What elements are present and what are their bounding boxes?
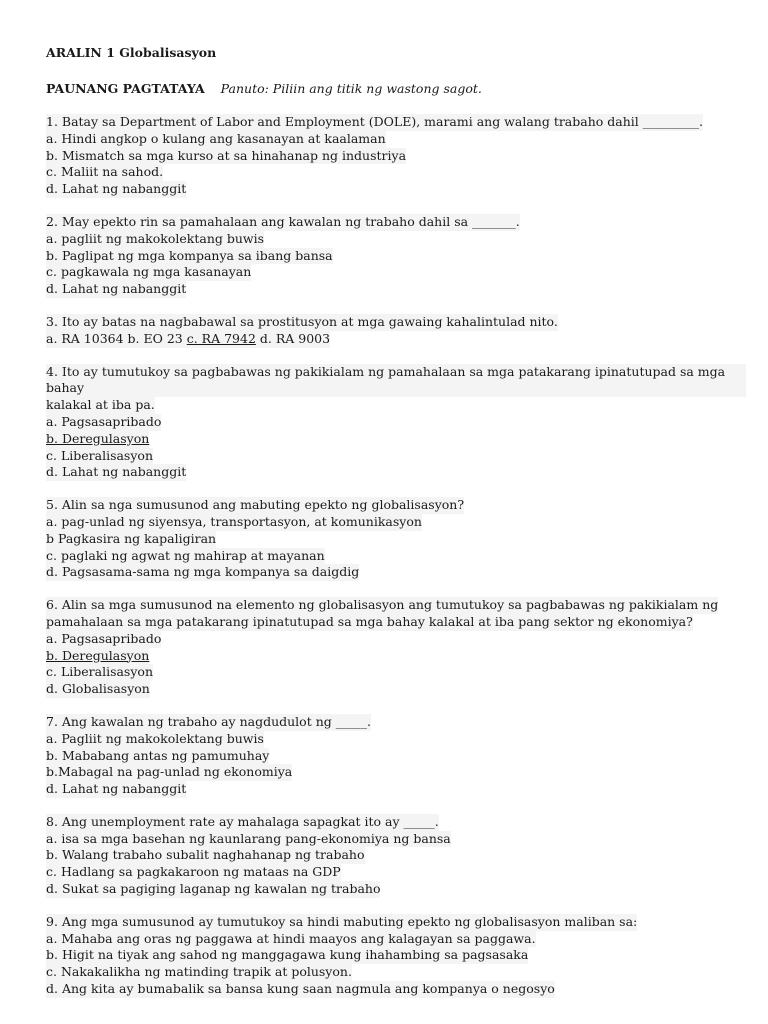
choice-b-underlined: b. Deregulasyon xyxy=(46,647,150,663)
choice-a: a. Pagsasapribado xyxy=(46,413,162,429)
question-stem-continued: kalakal at iba pa. xyxy=(46,397,155,413)
question-8 xyxy=(46,814,746,898)
choice-c: c. Liberalisasyon xyxy=(46,447,153,463)
choice-d: d. Sukat sa pagiging laganap ng kawalan ng trabaho xyxy=(46,881,381,897)
question-1 xyxy=(46,114,746,198)
choice-b: b Pagkasira ng kapaligiran xyxy=(46,530,217,546)
choice-b-underlined: b. Deregulasyon xyxy=(46,430,150,446)
choice-a: a. Pagliit ng makokolektang buwis xyxy=(46,730,264,746)
question-stem: 5. Alin sa nga sumusunod ang mabuting epekto ng globalisasyon? xyxy=(46,497,465,513)
question-stem: 3. Ito ay batas na nagbabawal sa prostitusyon at mga gawaing kahalintulad nito. xyxy=(46,313,558,329)
choice-d: d. Lahat ng nabanggit xyxy=(46,181,187,197)
question-stem: 7. Ang kawalan ng trabaho ay nagdudulot ng _____. xyxy=(46,713,371,729)
choice-c: c. paglaki ng agwat ng mahirap at mayanan xyxy=(46,547,325,563)
choice-a: a. Hindi angkop o kulang ang kasanayan at kaalaman xyxy=(46,130,386,146)
choice-d: d. Ang kita ay bumabalik sa bansa kung saan nagmula ang kompanya o negosyo xyxy=(46,981,555,997)
choice-c: c. Liberalisasyon xyxy=(46,664,153,680)
choice-a: a. Pagsasapribado xyxy=(46,630,162,646)
choice-b: b. Walang trabaho subalit naghahanap ng trabaho xyxy=(46,847,365,863)
choice-a-b: a. RA 10364 b. EO 23 xyxy=(46,330,187,346)
question-list xyxy=(46,114,746,998)
choice-c: c. Hadlang sa pagkakaroon ng mataas na GDP xyxy=(46,864,341,880)
question-4 xyxy=(46,364,746,482)
lesson-title: ARALIN 1 Globalisasyon xyxy=(46,45,217,60)
choice-d: d. Lahat ng nabanggit xyxy=(46,464,187,480)
question-3 xyxy=(46,314,746,348)
choice-b: b. Mababang antas ng pamumuhay xyxy=(46,747,270,763)
question-9 xyxy=(46,914,746,998)
question-6 xyxy=(46,597,746,698)
inline-choices xyxy=(46,331,330,348)
choice-d: d. Globalisasyon xyxy=(46,681,150,697)
pretest-header xyxy=(46,80,746,98)
question-stem: 1. Batay sa Department of Labor and Employment (DOLE), marami ang walang trabaho dahil _________. xyxy=(46,114,703,129)
choice-c: c. Maliit na sahod. xyxy=(46,164,164,180)
question-stem: 8. Ang unemployment rate ay mahalaga sapagkat ito ay _____. xyxy=(46,813,439,829)
question-stem: 6. Alin sa mga sumusunod na elemento ng globalisasyon ang tumutukoy sa pagbabawas ng pakikialam ng xyxy=(46,597,719,613)
choice-c-underlined: c. RA 7942 xyxy=(186,330,256,346)
question-stem: 9. Ang mga sumusunod ay tumutukoy sa hindi mabuting epekto ng globalisasyon maliban sa: xyxy=(46,913,638,929)
document-body xyxy=(46,44,746,1014)
choice-d: d. Pagsasama-sama ng mga kompanya sa daigdig xyxy=(46,564,360,580)
choice-b2: b.Mabagal na pag-unlad ng ekonomiya xyxy=(46,764,293,780)
choice-a: a. isa sa mga basehan ng kaunlarang pang-ekonomiya ng bansa xyxy=(46,830,451,846)
choice-c: c. Nakakalikha ng matinding trapik at polusyon. xyxy=(46,964,352,980)
choice-d: d. RA 9003 xyxy=(255,330,331,346)
choice-d: d. Lahat ng nabanggit xyxy=(46,781,187,797)
choice-b: b. Higit na tiyak ang sahod ng manggagawa kung ihahambing sa pagsasaka xyxy=(46,947,529,963)
choice-d: d. Lahat ng nabanggit xyxy=(46,281,187,297)
choice-a: a. Mahaba ang oras ng paggawa at hindi maayos ang kalagayan sa paggawa. xyxy=(46,930,536,946)
choice-c: c. pagkawala ng mga kasanayan xyxy=(46,264,252,280)
question-7 xyxy=(46,714,746,798)
choice-a: a. pagliit ng makokolektang buwis xyxy=(46,230,265,246)
question-stem: 2. May epekto rin sa pamahalaan ang kawalan ng trabaho dahil sa _______. xyxy=(46,213,520,229)
pretest-instruction: Panuto: Piliin ang titik ng wastong sagot. xyxy=(220,81,482,96)
question-stem: 4. Ito ay tumutukoy sa pagbabawas ng pakikialam ng pamahalaan sa mga patakarang ipinatutupad sa mga bahay xyxy=(46,364,746,398)
pretest-label: PAUNANG PAGTATAYA xyxy=(46,81,205,96)
question-stem-continued: pamahalaan sa mga patakarang ipinatutupad sa mga bahay kalakal at iba pang sektor ng ekonomiya? xyxy=(46,613,693,629)
question-5 xyxy=(46,497,746,581)
question-2 xyxy=(46,214,746,298)
choice-b: b. Paglipat ng mga kompanya sa ibang bansa xyxy=(46,247,333,263)
choice-b: b. Mismatch sa mga kurso at sa hinahanap ng industriya xyxy=(46,147,407,163)
choice-a: a. pag-unlad ng siyensya, transportasyon, at komunikasyon xyxy=(46,513,422,529)
